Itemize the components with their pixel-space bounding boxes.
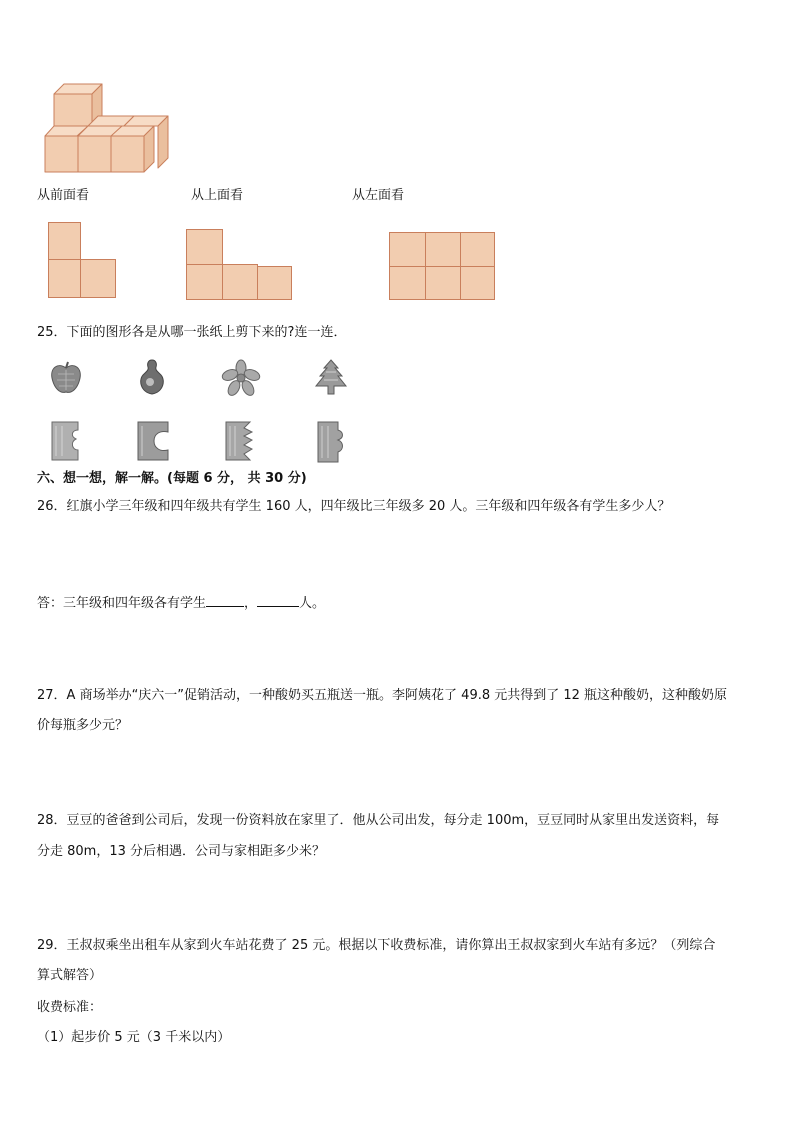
view-drawing-1 bbox=[48, 222, 118, 300]
answer-blank-2[interactable] bbox=[257, 592, 299, 607]
q27-line2: 价每瓶多少元？ bbox=[37, 718, 129, 733]
q28-line2: 分走 80m，13 分后相遇．公司与家相距多少米？ bbox=[37, 844, 326, 859]
cut-paper-1 bbox=[50, 420, 84, 462]
tree-icon bbox=[314, 358, 348, 396]
q29-line4: （1）起步价 5 元（3 千米以内） bbox=[37, 1030, 231, 1045]
view-drawing-3 bbox=[389, 232, 497, 302]
q27-line1: 27．A 商场举办“庆六一”促销活动，一种酸奶买五瓶送一瓶。李阿姨花了 49.8 元共得到了 12 瓶这种酸奶，这种酸奶原 bbox=[37, 688, 728, 703]
q25-text: 25．下面的图形各是从哪一张纸上剪下来的?连一连． bbox=[37, 325, 347, 340]
answer-blank-1[interactable] bbox=[206, 592, 244, 607]
q29-line1: 29．王叔叔乘坐出租车从家到火车站花费了 25 元。根据以下收费标准，请你算出王叔叔家到火车站有多远？（列综合 bbox=[37, 938, 716, 953]
q26-text: 26．红旗小学三年级和四年级共有学生 160 人，四年级比三年级多 20 人。三年级和四年级各有学生多少人？ bbox=[37, 499, 671, 514]
q29-line2: 算式解答） bbox=[37, 968, 103, 983]
cut-paper-4 bbox=[314, 420, 348, 464]
q26-answer bbox=[37, 592, 325, 613]
q26-answer-prefix: 答：三年级和四年级各有学生 bbox=[37, 596, 207, 611]
q26-answer-suffix: 人。 bbox=[299, 596, 326, 611]
q28-line1: 28．豆豆的爸爸到公司后，发现一份资料放在家里了．他从公司出发，每分走 100m，豆豆同时从家里出发送资料，每 bbox=[37, 813, 720, 828]
gourd-icon bbox=[136, 358, 168, 398]
section-title: 六、想一想，解一解。(每题 6 分， 共 30 分) bbox=[37, 471, 307, 486]
cut-paper-3 bbox=[224, 420, 258, 462]
view-label-front: 从前面看 bbox=[37, 188, 90, 203]
view-label-left: 从左面看 bbox=[352, 188, 405, 203]
view-label-top: 从上面看 bbox=[191, 188, 244, 203]
cube-stack-figure bbox=[40, 80, 175, 175]
flower-icon bbox=[222, 360, 260, 396]
view-drawing-2 bbox=[186, 229, 294, 301]
apple-icon bbox=[48, 360, 84, 396]
q29-line3: 收费标准： bbox=[37, 1000, 103, 1015]
q26-answer-sep: ， bbox=[244, 596, 258, 611]
cut-paper-2 bbox=[136, 420, 170, 462]
